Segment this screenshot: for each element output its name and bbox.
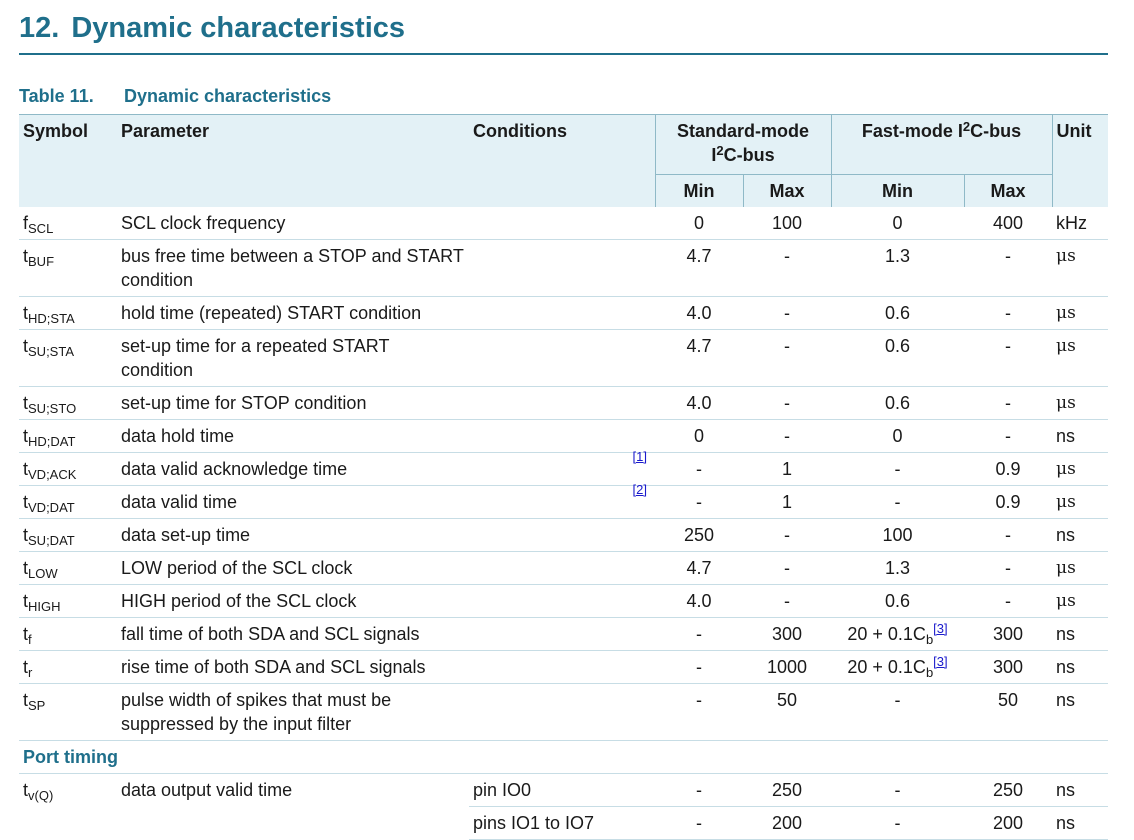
cell-fast-max: 0.9 [964,453,1052,486]
cell-fast-max: 0.9 [964,486,1052,519]
cell-symbol [19,618,117,651]
cell-conditions [469,240,655,297]
cell-conditions [469,207,655,240]
fast-min-value: 0.6 [885,393,911,413]
cell-std-min: 4.7 [655,330,743,387]
dynamic-characteristics-table [19,114,1108,840]
col-header-fast-min: Min [831,175,964,208]
symbol-letter: t [23,624,29,644]
cell-std-max: - [743,420,831,453]
cell-std-max: 250 [743,774,831,807]
table-caption [19,86,331,107]
cell-std-min: 4.0 [655,387,743,420]
col-header-unit: Unit [1052,115,1108,208]
section-number: 12. [19,12,60,44]
table-number: Table 11. [19,86,94,106]
cell-fast-max: 50 [964,684,1052,741]
cell-unit: ns [1052,684,1108,741]
table-row [19,240,1108,297]
cell-fast-max: - [964,585,1052,618]
cell-std-min: - [655,618,743,651]
cell-symbol [19,297,117,330]
fast-mode-sup: 2 [962,119,971,134]
symbol-subscript: SU;DAT [28,533,75,548]
symbol-letter: t [23,426,29,446]
cell-fast-max: - [964,552,1052,585]
cell-parameter: LOW period of the SCL clock [117,552,469,585]
fast-min-value: - [894,459,901,479]
cell-symbol [19,519,117,552]
cell-std-min: - [655,684,743,741]
cell-std-max: 100 [743,207,831,240]
table-row [19,486,1108,519]
cell-fast-max: - [964,519,1052,552]
col-header-std-min: Min [655,175,743,208]
table-row [19,519,1108,552]
section-title: Dynamic characteristics [71,12,406,44]
cell-conditions [469,519,655,552]
table-row [19,651,1108,684]
cell-symbol [19,453,117,486]
cell-fast-max: - [964,330,1052,387]
cell-symbol [19,585,117,618]
cell-fast-max: 300 [964,651,1052,684]
table-row [19,552,1108,585]
cell-conditions [469,297,655,330]
table-row [19,618,1108,651]
cell-unit: ns [1052,519,1108,552]
section-row-port-timing [19,741,1108,774]
symbol-letter: t [23,780,29,800]
cell-std-max: 300 [743,618,831,651]
cell-std-min: 4.0 [655,297,743,330]
symbol-letter: t [23,459,29,479]
symbol-subscript: LOW [28,566,58,581]
symbol-subscript: VD;ACK [28,467,77,482]
cell-parameter: set-up time for a repeated START condition [117,330,469,387]
symbol-letter: t [23,303,29,323]
cell-parameter: data hold time [117,420,469,453]
symbol-subscript: SCL [28,221,54,236]
cell-std-max: - [743,297,831,330]
symbol-subscript: HD;STA [28,311,75,326]
cell-symbol [19,651,117,684]
cell-std-min: - [655,807,743,840]
cell-std-min: 0 [655,207,743,240]
cell-fast-min [831,552,964,585]
cell-conditions: pin IO0 [469,774,655,807]
fast-min-value: 1.3 [885,246,911,266]
fast-min-value: 20 + 0.1C [847,624,926,644]
fast-min-value: 0 [892,426,903,446]
cell-symbol [19,387,117,420]
cell-std-min: 4.0 [655,585,743,618]
col-header-fast-mode [831,115,1052,175]
symbol-subscript: SP [28,698,46,713]
cell-unit: ns [1052,774,1108,807]
cell-parameter: set-up time for STOP condition [117,387,469,420]
symbol-subscript: SU;STO [28,401,77,416]
fast-min-value: - [894,690,901,710]
cell-symbol [19,207,117,240]
cell-fast-max: - [964,387,1052,420]
cell-parameter: data valid time [117,486,469,519]
symbol-subscript: BUF [28,254,55,269]
cell-parameter: fall time of both SDA and SCL signals [117,618,469,651]
table-row [19,330,1108,387]
cell-fast-min [831,453,964,486]
symbol-subscript: VD;DAT [28,500,75,515]
cell-parameter: data set-up time [117,519,469,552]
cell-symbol [19,774,117,840]
cell-fast-max: 300 [964,618,1052,651]
fast-min-subscript: b [925,665,934,680]
cell-unit: μs [1052,297,1108,330]
fast-min-value: 1.3 [885,558,911,578]
cell-unit: μs [1052,240,1108,297]
cell-parameter: data output valid time [121,780,293,800]
cell-fast-min [831,420,964,453]
fast-mode-i: Fast-mode I [861,121,963,141]
cell-symbol [19,552,117,585]
cell-unit: ns [1052,651,1108,684]
cell-fast-max: 200 [964,807,1052,840]
symbol-subscript: r [28,665,33,680]
col-header-conditions: Conditions [469,115,655,208]
cell-conditions: [1] [469,453,655,486]
cell-std-min: - [655,486,743,519]
table-row [19,297,1108,330]
symbol-letter: t [23,657,29,677]
cell-std-max: - [743,585,831,618]
cell-fast-min [831,684,964,741]
cell-std-max: 1000 [743,651,831,684]
symbol-letter: t [23,393,29,413]
cell-std-max: 1 [743,486,831,519]
footnote-link[interactable]: [3] [933,621,948,636]
cell-unit: μs [1052,387,1108,420]
cell-std-max: - [743,387,831,420]
footnote-link[interactable]: [3] [933,654,948,669]
cell-std-max: - [743,519,831,552]
col-header-fast-max: Max [964,175,1052,208]
table-row [19,774,1108,807]
table-row [19,585,1108,618]
table-row [19,453,1108,486]
symbol-subscript: f [28,632,32,647]
cell-conditions [469,420,655,453]
fast-mode-bus: C-bus [970,121,1022,141]
fast-min-value: 0.6 [885,336,911,356]
cell-symbol [19,420,117,453]
cell-parameter: HIGH period of the SCL clock [117,585,469,618]
col-header-symbol: Symbol [19,115,117,208]
cell-std-max: - [743,240,831,297]
symbol-letter: t [23,558,29,578]
cell-std-max: 50 [743,684,831,741]
cell-unit: μs [1052,486,1108,519]
cell-std-min: 250 [655,519,743,552]
col-header-parameter: Parameter [117,115,469,208]
cell-fast-max: 250 [964,774,1052,807]
cell-parameter: hold time (repeated) START condition [117,297,469,330]
cell-conditions [469,651,655,684]
cell-conditions [469,618,655,651]
cell-fast-min [831,207,964,240]
cell-fast-min: - [831,807,964,840]
cell-fast-min [831,519,964,552]
cell-unit: μs [1052,330,1108,387]
symbol-letter: t [23,690,29,710]
cell-conditions [469,585,655,618]
cell-symbol [19,330,117,387]
symbol-letter: f [23,213,29,233]
std-mode-line1: Standard-mode [677,121,810,141]
cell-conditions [469,552,655,585]
cell-unit: ns [1052,807,1108,840]
table-row [19,420,1108,453]
symbol-letter: t [23,492,29,512]
cell-fast-min: - [831,774,964,807]
cell-parameter: bus free time between a STOP and START condition [117,240,469,297]
cell-parameter: rise time of both SDA and SCL signals [117,651,469,684]
fast-min-subscript: b [925,632,934,647]
cell-conditions [469,684,655,741]
cell-fast-max: - [964,420,1052,453]
cell-unit: μs [1052,453,1108,486]
cell-fast-min [831,240,964,297]
cell-std-min: 0 [655,420,743,453]
std-mode-sup: 2 [716,143,724,158]
cell-symbol [19,684,117,741]
symbol-subscript: HIGH [28,599,61,614]
fast-min-value: - [894,492,901,512]
col-header-std-max: Max [743,175,831,208]
cell-unit: kHz [1052,207,1108,240]
symbol-subscript: v(Q) [28,788,54,803]
std-mode-bus: C-bus [723,145,775,165]
symbol-letter: t [23,591,29,611]
cell-parameter: pulse width of spikes that must be suppressed by the input filter [117,684,469,741]
cell-conditions: [2] [469,486,655,519]
cell-parameter: data valid acknowledge time [117,453,469,486]
cell-std-min: - [655,453,743,486]
table-row [19,684,1108,741]
symbol-letter: t [23,525,29,545]
cell-fast-max: 400 [964,207,1052,240]
cell-std-max: - [743,552,831,585]
cell-std-max: - [743,330,831,387]
cell-std-max: 200 [743,807,831,840]
cell-conditions [469,387,655,420]
table-row [19,387,1108,420]
heading-divider [19,53,1108,55]
fast-min-value: 100 [882,525,913,545]
cell-std-min: - [655,774,743,807]
cell-fast-min [831,387,964,420]
cell-symbol [19,240,117,297]
cell-std-min: - [655,651,743,684]
table-title: Dynamic characteristics [124,86,332,106]
symbol-letter: t [23,336,29,356]
cell-fast-min [831,330,964,387]
cell-std-min: 4.7 [655,552,743,585]
cell-unit: ns [1052,420,1108,453]
std-mode-i: I [711,145,717,165]
fast-min-value: 0.6 [885,303,911,323]
cell-fast-min [831,585,964,618]
cell-fast-min [831,618,964,651]
section-heading [19,12,405,45]
cell-fast-min [831,297,964,330]
cell-fast-min [831,486,964,519]
cell-symbol [19,486,117,519]
symbol-letter: t [23,246,29,266]
fast-min-value: 0 [892,213,903,233]
col-header-standard-mode [655,115,831,175]
cell-unit: μs [1052,552,1108,585]
symbol-subscript: HD;DAT [28,434,76,449]
cell-fast-max: - [964,297,1052,330]
table-row [19,207,1108,240]
cell-unit: ns [1052,618,1108,651]
cell-parameter: SCL clock frequency [117,207,469,240]
cell-conditions: pins IO1 to IO7 [469,807,655,840]
cell-fast-min [831,651,964,684]
cell-conditions [469,330,655,387]
cell-std-max: 1 [743,453,831,486]
fast-min-value: 20 + 0.1C [847,657,926,677]
symbol-subscript: SU;STA [28,344,75,359]
cell-fast-max: - [964,240,1052,297]
fast-min-value: 0.6 [885,591,911,611]
cell-unit: μs [1052,585,1108,618]
cell-std-min: 4.7 [655,240,743,297]
section-label: Port timing [19,741,1108,774]
